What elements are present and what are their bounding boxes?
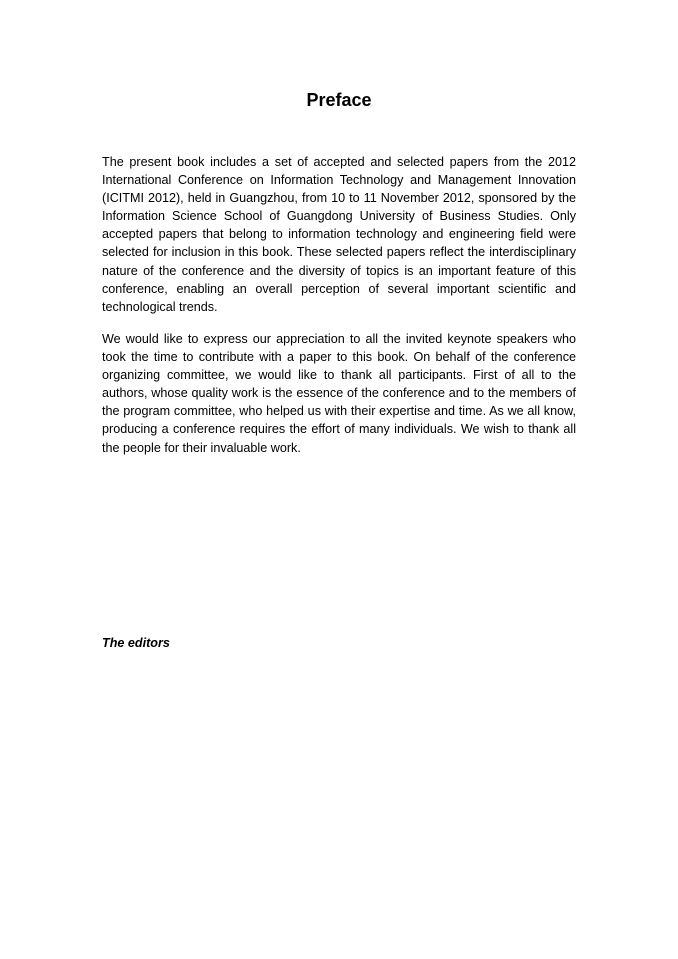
preface-paragraph-2: We would like to express our appreciation to all the invited keynote speakers who took the time to contribute with a paper to this book. On behalf of the conference organizing committee, we would like to thank all participants. First of all to the authors, whose quality work is the essence of the conference and to the members of the program committee, who helped us with their expertise and time. As we all know, producing a conference requires the effort of many individuals. We wish to thank all the people for their invaluable work.	[102, 332, 576, 455]
preface-paragraph-1: The present book includes a set of accepted and selected papers from the 2012 International Conference on Information Technology and Management Innovation (ICITMI 2012), held in Guangzhou, from 10 to 11 November 2012, sponsored by the Information Science School of Guangdong University of Business Studies. Only accepted papers that belong to information technology and engineering field were selected for inclusion in this book. These selected papers reflect the interdisciplinary nature of the conference and the diversity of topics is an important feature of this conference, enabling an overall perception of several important scientific and technological trends.	[102, 155, 576, 314]
page-title: Preface	[306, 90, 372, 110]
signature: The editors	[102, 636, 170, 650]
